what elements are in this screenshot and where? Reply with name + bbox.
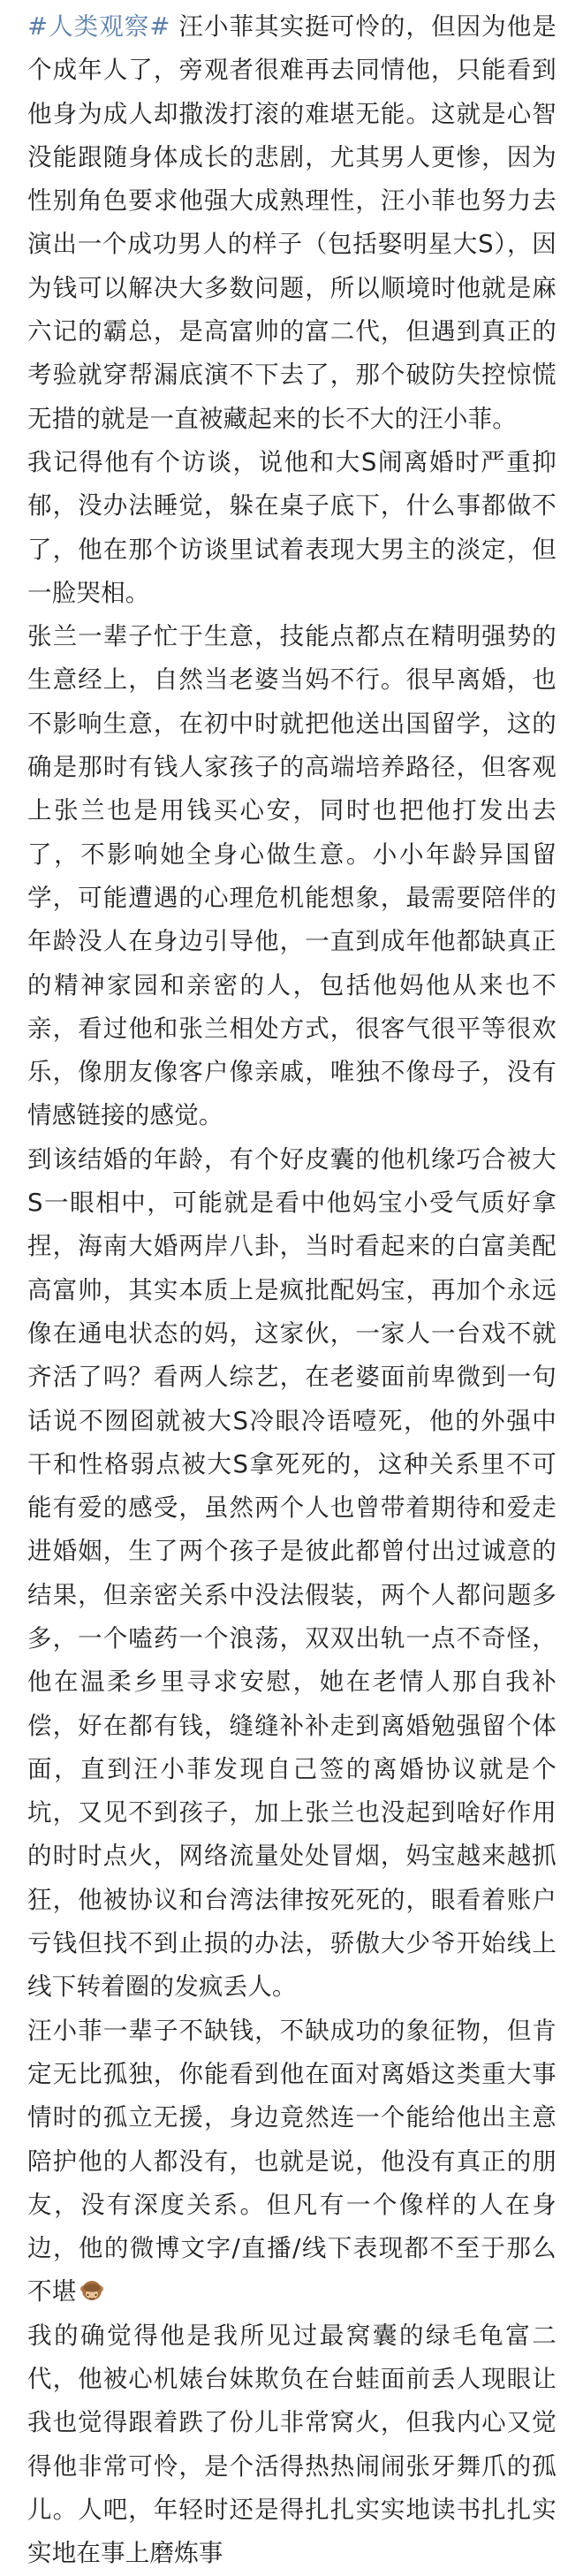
paragraph-text: 汪小菲一辈子不缺钱，不缺成功的象征物，但肯定无比孤独，你能看到他在面对离婚这类重大事情时的孤立无援，身边竟然连一个能给他出主意陪护他的人都没有，也就是说，他没有真正的朋友，没有深度关系。但凡有一个像样的人在身边，他的微博文字/直播/线下表现都不至于那么不堪 [27, 2016, 556, 2306]
post-paragraph-5 [27, 2010, 556, 2314]
post-paragraph-3: 张兰一辈子忙于生意，技能点都点在精明强势的生意经上，自然当老婆当妈不行。很早离婚，也不影响生意，在初中时就把他送出国留学，这的确是那时有钱人家孩子的高端培养路径，但客观上张兰也是用钱买心安，同时也把他打发出去了，不影响她全身心做生意。小小年龄异国留学，可能遭遇的心理危机能想象，最需要陪伴的年龄没人在身边引导他，一直到成年他都缺真正的精神家园和亲密的人，包括他妈他从来也不亲，看过他和张兰相处方式，很客气很平等很欢乐，像朋友像客户像亲戚，唯独不像母子，没有情感链接的感觉。 [27, 622, 556, 1130]
paragraph-text: 汪小菲其实挺可怜的，但因为他是个成年人了，旁观者很难再去同情他，只能看到他身为成人却撒泼打滚的难堪无能。这就是心智没能跟随身体成长的悲剧，尤其男人更惨，因为性别角色要求他强大成熟理性，汪小菲也努力去演出一个成功男人的样子（包括娶明星大S），因为钱可以解决大多数问题，所以顺境时他就是麻六记的霸总，是高富帅的富二代，但遇到真正的考验就穿帮漏底演不下去了，那个破防失控惊慌无措的就是一直被藏起来的长不大的汪小菲。 [27, 12, 556, 433]
see-no-evil-monkey-icon [80, 2278, 104, 2303]
post-paragraph-1 [27, 5, 556, 441]
post-paragraph-4: 到该结婚的年龄，有个好皮囊的他机缘巧合被大S一眼相中，可能就是看中他妈宝小受气质好拿捏，海南大婚两岸八卦，当时看起来的白富美配高富帅，其实本质上是疯批配妈宝，再加个永远像在通电状态的妈，这家伙，一家人一台戏不就齐活了吗？看两人综艺，在老婆面前卑微到一句话说不囫囵就被大S冷眼冷语噎死，他的外强中干和性格弱点被大S拿死死的，这种关系里不可能有爱的感受，虽然两个人也曾带着期待和爱走进婚姻，生了两个孩子是彼此都曾付出过诚意的结果，但亲密关系中没法假装，两个人都问题多多，一个嗑药一个浪荡，双双出轨一点不奇怪，他在温柔乡里寻求安慰，她在老情人那自我补偿，好在都有钱，缝缝补补走到离婚勉强留个体面，直到汪小菲发现自己签的离婚协议就是个坑，又见不到孩子，加上张兰也没起到啥好作用的时时点火，网络流量处处冒烟，妈宝越来越抓狂，他被协议和台湾法律按死死的，眼看着账户亏钱但找不到止损的办法，骄傲大少爷开始线上线下转着圈的发疯丢人。 [27, 1144, 556, 2002]
post-paragraph-6: 我的确觉得他是我所见过最窝囊的绿毛龟富二代，他被心机婊台妹欺负在台蛙面前丢人现眼让我也觉得跟着跌了份儿非常窝火，但我内心又觉得他非常可怜，是个活得热热闹闹张牙舞爪的孤儿。人吧，年轻时还是得扎扎实实地读书扎扎实实地在事上磨炼事 [27, 2321, 556, 2568]
hashtag-link[interactable]: #人类观察# [27, 12, 170, 41]
post-paragraph-2: 我记得他有个访谈，说他和大S闹离婚时严重抑郁，没办法睡觉，躲在桌子底下，什么事都做不了，他在那个访谈里试着表现大男主的淡定，但一脸哭相。 [27, 447, 556, 607]
